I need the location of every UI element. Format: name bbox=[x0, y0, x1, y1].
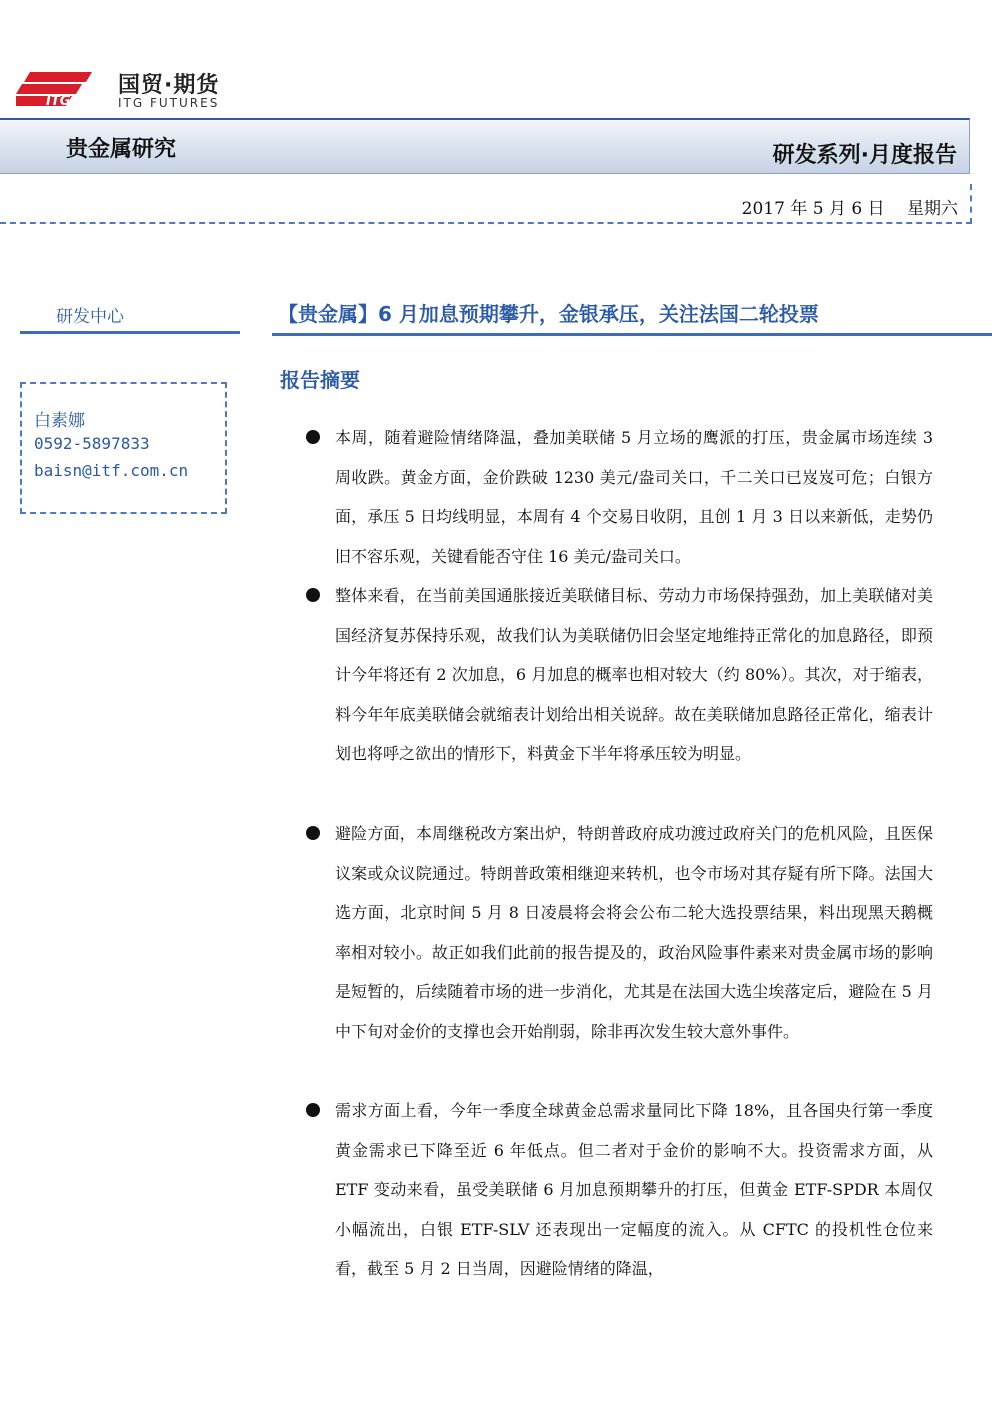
logo-english-name: ITG FUTURES bbox=[118, 96, 220, 110]
bullet-icon bbox=[306, 1103, 320, 1117]
report-date: 2017 年 5 月 6 日 星期六 bbox=[741, 199, 958, 219]
itg-logo-icon bbox=[16, 72, 92, 110]
bullet-icon bbox=[306, 430, 320, 444]
analyst-contact-box bbox=[20, 382, 227, 514]
logo-mark-text: ITG bbox=[46, 94, 71, 109]
bullet-icon bbox=[306, 826, 320, 840]
research-center-heading bbox=[20, 298, 240, 334]
summary-paragraph: 需求方面上看，今年一季度全球黄金总需求量同比下降 18%，且各国央行第一季度黄金需求已下降至近 6 年低点。但二者对于金价的影响不大。投资需求方面，从 ETF 变动来看，虽受美联储 6 月加息预期攀升的打压，但黄金 ETF-SPDR 本周仅小幅流出，白银 ETF-SLV 还表现出一定幅度的流入。从 CFTC 的投机性仓位来看，截至 5 月 2 日当周，因避险情绪的降温， bbox=[335, 1101, 933, 1279]
report-title: 【贵金属】6 月加息预期攀升，金银承压，关注法国二轮投票 bbox=[278, 302, 819, 326]
section-title: 贵金属研究 bbox=[66, 137, 177, 162]
logo-chinese-name: 国贸·期货 bbox=[118, 73, 220, 98]
date-row bbox=[0, 184, 972, 224]
summary-heading: 报告摘要 bbox=[280, 368, 360, 392]
report-banner bbox=[0, 118, 970, 174]
bullet-icon bbox=[306, 588, 320, 602]
report-title-bar bbox=[272, 294, 992, 336]
analyst-phone: 0592-5897833 bbox=[34, 434, 150, 453]
research-center-label: 研发中心 bbox=[56, 307, 124, 327]
analyst-email[interactable]: baisn@itf.com.cn bbox=[34, 461, 189, 480]
company-logo bbox=[16, 66, 226, 116]
summary-paragraph: 本周，随着避险情绪降温，叠加美联储 5 月立场的鹰派的打压，贵金属市场连续 3 周收跌。黄金方面，金价跌破 1230 美元/盎司关口，千二关口已岌岌可危；白银方面，承压 5 日均线明显，本周有 4 个交易日收阴，且创 1 月 3 日以来新低，走势仍旧不容乐观，关键看能否守住 16 美元/盎司关口。 bbox=[335, 428, 933, 566]
analyst-name: 白素娜 bbox=[34, 411, 85, 431]
summary-paragraph: 整体来看，在当前美国通胀接近美联储目标、劳动力市场保持强劲，加上美联储对美国经济复苏保持乐观，故我们认为美联储仍旧会坚定地维持正常化的加息路径，即预计今年将还有 2 次加息，6 月加息的概率也相对较大（约 80%）。其次，对于缩表，料今年年底美联储会就缩表计划给出相关说辞。故在美联储加息路径正常化，缩表计划也将呼之欲出的情形下，料黄金下半年将承压较为明显。 bbox=[335, 586, 933, 764]
summary-paragraph: 避险方面，本周继税改方案出炉，特朗普政府成功渡过政府关门的危机风险，且医保议案或众议院通过。特朗普政策相继迎来转机，也令市场对其存疑有所下降。法国大选方面，北京时间 5 月 8 日凌晨将会将会公布二轮大选投票结果，料出现黑天鹅概率相对较小。故正如我们此前的报告提及的，政治风险事件素来对贵金属市场的影响是短暂的，后续随着市场的进一步消化，尤其是在法国大选尘埃落定后，避险在 5 月中下旬对金价的支撑也会开始削弱，除非再次发生较大意外事件。 bbox=[335, 824, 933, 1041]
series-title: 研发系列·月度报告 bbox=[772, 143, 957, 168]
